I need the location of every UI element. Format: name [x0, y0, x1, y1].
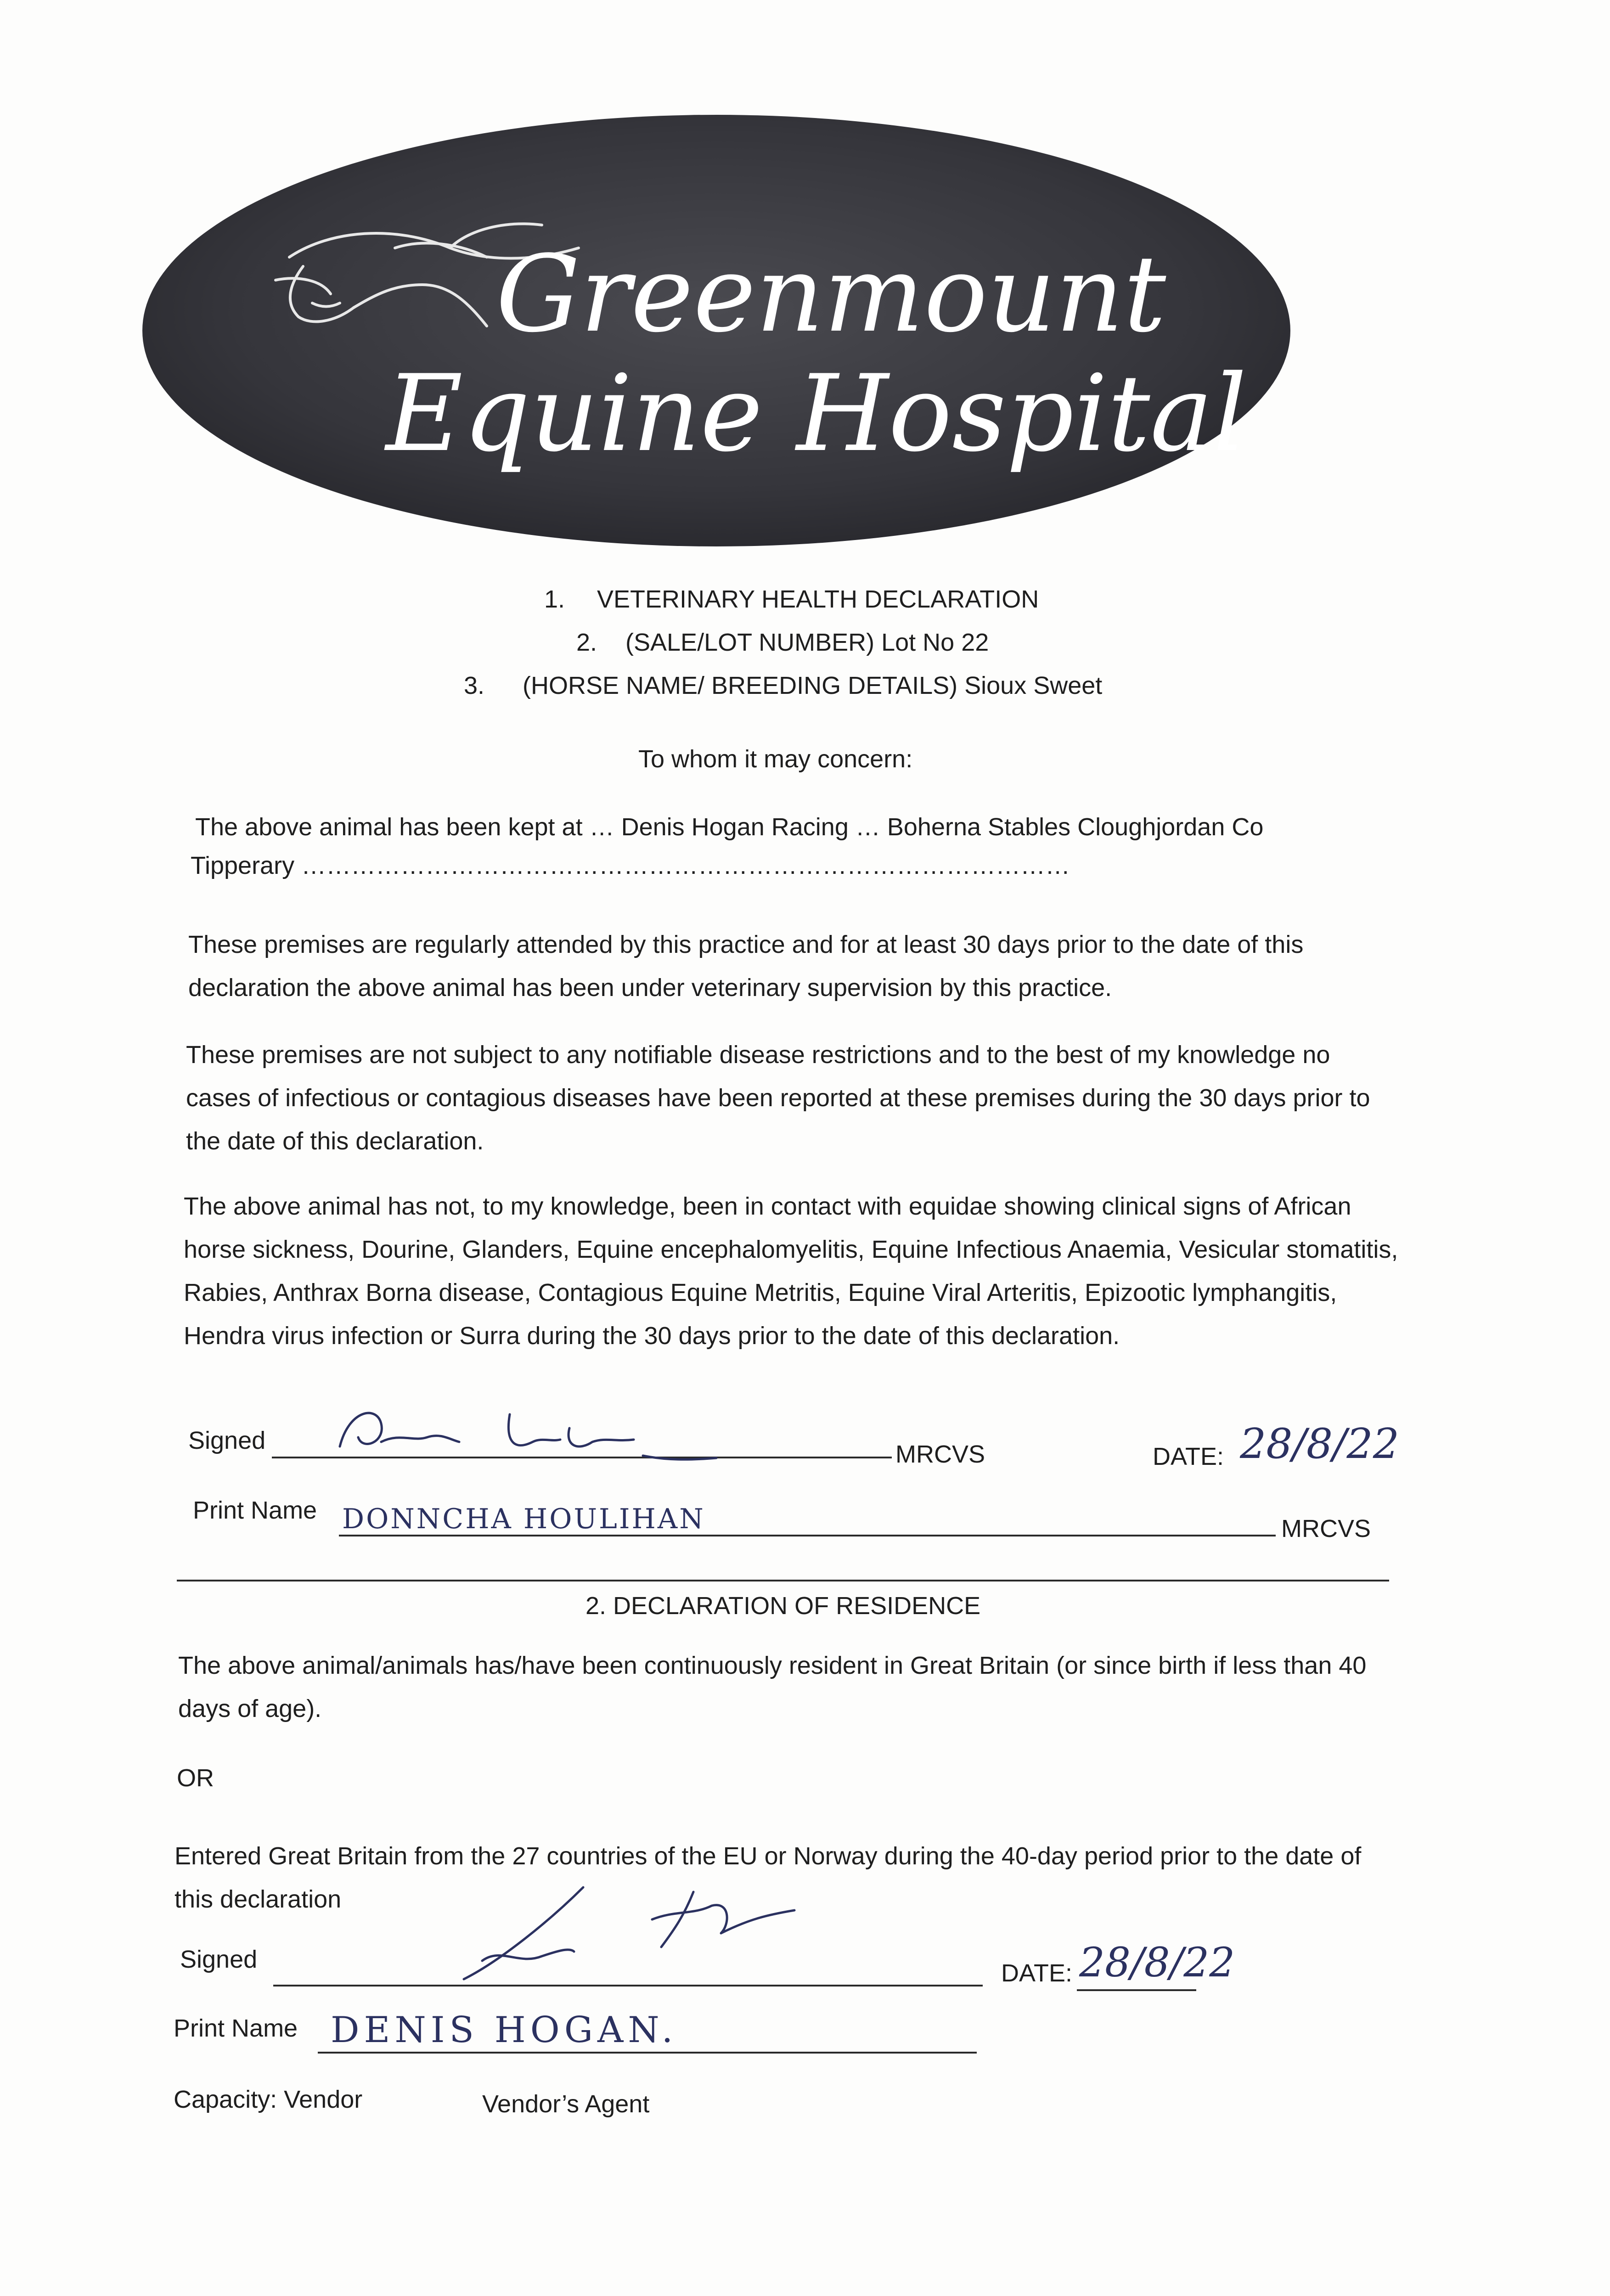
vendor-date-line [1077, 1989, 1196, 1991]
kept-at-line2: Tipperary ………………………………………………………………………………… [191, 852, 1070, 879]
vendor-signed-label: Signed [180, 1946, 258, 1973]
residence-heading: 2. DECLARATION OF RESIDENCE [585, 1592, 981, 1620]
header-item3-horse: (HORSE NAME/ BREEDING DETAILS) Sioux Sweet [523, 672, 1103, 699]
contact-paragraph: The above animal has not, to my knowledge, been in contact with equidae showing clinical signs of African horse sickness, Dourine, Glanders, Equine encephalomyelitis, Equine Infectious Anaemia, Vesicular stomatitis, Rabies, Anthrax Borna disease, Contagious Equine Metritis, Equine Viral Arteritis, Epizootic lymphangitis, Hendra virus infection or Surra during the 30 days prior to the date of this declaration. [184, 1193, 1398, 1350]
logo-emblem [138, 110, 1295, 551]
attendance-paragraph: These premises are regularly attended by this practice and for at least 30 days prior to the date of this declaration the above animal has been under veterinary supervision by this practice. [188, 931, 1304, 1002]
capacity-vendor-label: Capacity: Vendor [174, 2086, 363, 2113]
vendor-date-value: 28/8/22 [1079, 1939, 1235, 1986]
vendor-signature-scribble [436, 1874, 850, 1993]
vet-mrcvs-label: MRCVS [895, 1441, 985, 1468]
vet-print-name-value: DONNCHA HOULIHAN [342, 1503, 705, 1535]
salutation: To whom it may concern: [638, 745, 913, 773]
restrictions-paragraph: These premises are not subject to any notifiable disease restrictions and to the best of my knowledge no cases of infectious or contagious diseases have been reported at these premises during the 30 days prior to the date of this declaration. [186, 1041, 1370, 1155]
header-item1-number: 1. [544, 585, 565, 613]
vet-date-value: 28/8/22 [1240, 1420, 1399, 1468]
header-item1-title: VETERINARY HEALTH DECLARATION [597, 585, 1039, 613]
header-item2-lot: (SALE/LOT NUMBER) Lot No 22 [625, 629, 989, 656]
residence-or: OR [177, 1764, 214, 1792]
vet-date-label: DATE: [1153, 1443, 1224, 1470]
kept-at-line1: The above animal has been kept at … Denis Hogan Racing … Boherna Stables Cloughjordan Co [195, 813, 1264, 841]
vendor-print-name-line [318, 2052, 977, 2054]
logo-line2: Equine Hospital [386, 353, 1247, 475]
vet-mrcvs-label-2: MRCVS [1281, 1515, 1371, 1542]
vendor-date-label: DATE: [1001, 1959, 1073, 1987]
capacity-agent-label: Vendor’s Agent [482, 2090, 650, 2118]
header-item3-number: 3. [464, 672, 485, 699]
vendor-print-name-value: DENIS HOGAN. [331, 2009, 678, 2051]
vet-print-name-label: Print Name [193, 1497, 317, 1524]
vendor-print-name-label: Print Name [174, 2015, 298, 2042]
residence-text-1: The above animal/animals has/have been continuously resident in Great Britain (or since birth if less than 40 days of age). [178, 1652, 1367, 1722]
vet-signed-label: Signed [188, 1427, 266, 1454]
residence-text-2: Entered Great Britain from the 27 countries of the EU or Norway during the 40-day period prior to the date of this declaration [175, 1842, 1362, 1913]
logo-line1: Greenmount [496, 233, 1166, 356]
vet-signature-scribble [321, 1396, 735, 1469]
header-item2-number: 2. [576, 629, 597, 656]
section-divider [177, 1580, 1389, 1581]
hospital-logo [138, 110, 1295, 551]
